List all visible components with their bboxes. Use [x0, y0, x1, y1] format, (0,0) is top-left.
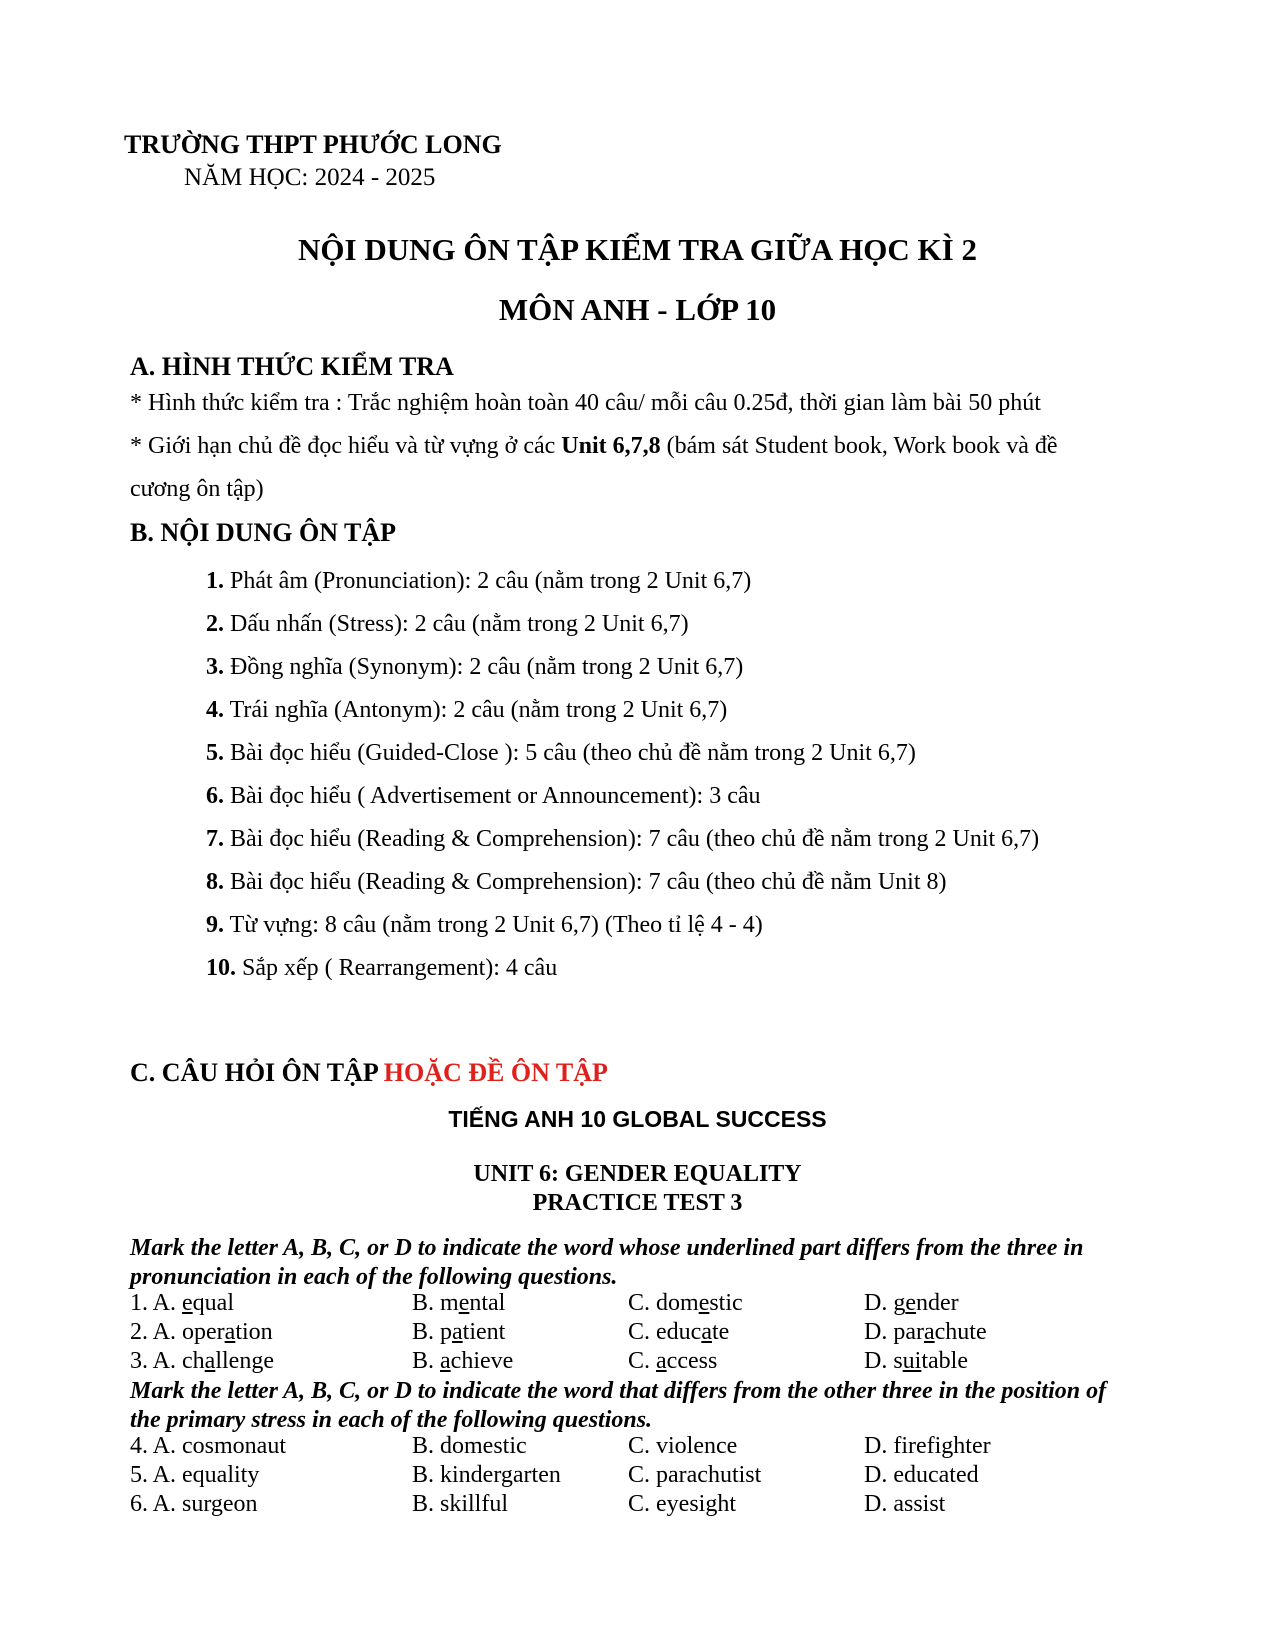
list-item [206, 910, 1039, 953]
list-item-number: 3. [206, 654, 224, 680]
option-text: D. s [864, 1348, 903, 1374]
option-a: 6. A. surgeon [130, 1491, 258, 1517]
option-c [628, 1348, 717, 1375]
option-text: C. educ [628, 1319, 702, 1345]
option-text: 2. A. oper [130, 1319, 225, 1345]
section-c-heading-highlight: HOẶC ĐỀ ÔN TẬP [383, 1058, 608, 1087]
list-item [206, 609, 1039, 652]
stress-instruction: Mark the letter A, B, C, or D to indicate the word that differs from the other three in the position of the primary stress in each of the following questions. [130, 1378, 1107, 1433]
option-a [130, 1290, 234, 1317]
topic-limit-units: Unit 6,7,8 [561, 433, 661, 459]
list-item-number: 8. [206, 869, 224, 895]
option-d [864, 1290, 959, 1317]
option-b: B. kindergarten [412, 1462, 561, 1488]
topic-limit-text-start: * Giới hạn chủ đề đọc hiểu và từ vựng ở các [130, 433, 562, 459]
option-c [628, 1319, 729, 1346]
topic-limit-text-end: (bám sát Student book, Work book và đề [660, 433, 1058, 459]
list-item [206, 695, 1039, 738]
list-item [206, 652, 1039, 695]
list-item-text: Đồng nghĩa (Synonym): 2 câu (nằm trong 2 Unit 6,7) [224, 654, 744, 680]
list-item-number: 6. [206, 783, 224, 809]
section-c-heading-main: C. CÂU HỎI ÔN TẬP [130, 1058, 384, 1087]
pronunciation-instruction: Mark the letter A, B, C, or D to indicate the word whose underlined part differs from the three in pronunciation in each of the following questions. [130, 1235, 1084, 1290]
option-text: tient [462, 1319, 506, 1345]
list-item-text: Phát âm (Pronunciation): 2 câu (nằm trong 2 Unit 6,7) [224, 568, 752, 594]
list-item-number: 2. [206, 611, 224, 637]
option-text: stic [709, 1290, 743, 1316]
question-row [130, 1348, 1140, 1377]
option-b [412, 1348, 513, 1375]
option-text: B. m [412, 1290, 459, 1316]
list-item-number: 9. [206, 912, 224, 938]
option-text: C. [628, 1348, 657, 1374]
option-b [412, 1290, 505, 1317]
course-subheading: TIẾNG ANH 10 GLOBAL SUCCESS [448, 1106, 827, 1132]
option-a: 5. A. equality [130, 1462, 260, 1488]
section-c-heading [130, 1058, 608, 1088]
underlined-part: e [905, 1290, 916, 1316]
section-b-heading: B. NỘI DUNG ÔN TẬP [130, 518, 397, 547]
option-text: tion [235, 1319, 273, 1345]
option-d [864, 1319, 987, 1346]
list-item [206, 738, 1039, 781]
exam-format-text: * Hình thức kiểm tra : Trắc nghiệm hoàn toàn 40 câu/ mỗi câu 0.25đ, thời gian làm bài 50 phút [130, 390, 1041, 416]
list-item [206, 867, 1039, 910]
list-item-text: Sắp xếp ( Rearrangement): 4 câu [236, 955, 558, 981]
option-text: D. par [864, 1319, 924, 1345]
question-row [130, 1491, 1140, 1520]
option-text: B. [412, 1348, 441, 1374]
list-item-text: Bài đọc hiểu (Reading & Comprehension): 7 câu (theo chủ đề nằm Unit 8) [224, 869, 947, 895]
list-item-text: Bài đọc hiểu (Guided-Close ): 5 câu (theo chủ đề nằm trong 2 Unit 6,7) [224, 740, 916, 766]
question-row [130, 1319, 1140, 1348]
list-item-number: 5. [206, 740, 224, 766]
topic-limit-text [130, 433, 1058, 460]
option-d: D. assist [864, 1491, 946, 1517]
option-b: B. domestic [412, 1433, 527, 1459]
list-item [206, 824, 1039, 867]
list-item-text: Bài đọc hiểu (Reading & Comprehension): 7 câu (theo chủ đề nằm trong 2 Unit 6,7) [224, 826, 1040, 852]
option-a: 4. A. cosmonaut [130, 1433, 286, 1459]
option-text: B. p [412, 1319, 453, 1345]
list-item-text: Trái nghĩa (Antonym): 2 câu (nằm trong 2 Unit 6,7) [224, 697, 728, 723]
underlined-part: a [224, 1319, 236, 1345]
option-a [130, 1319, 273, 1346]
test-title: PRACTICE TEST 3 [532, 1190, 743, 1216]
section-a-heading: A. HÌNH THỨC KIỂM TRA [130, 352, 454, 381]
underlined-part: ui [902, 1348, 922, 1374]
option-text: chute [934, 1319, 987, 1345]
option-b [412, 1319, 505, 1346]
option-c [628, 1290, 743, 1317]
list-item [206, 781, 1039, 824]
underlined-part: a [204, 1348, 216, 1374]
option-a [130, 1348, 274, 1375]
list-item-text: Từ vựng: 8 câu (nằm trong 2 Unit 6,7) (Theo tỉ lệ 4 - 4) [224, 912, 763, 938]
option-b: B. skillful [412, 1491, 509, 1517]
document-subtitle: MÔN ANH - LỚP 10 [498, 292, 777, 327]
list-item-text: Dấu nhấn (Stress): 2 câu (nằm trong 2 Unit 6,7) [224, 611, 689, 637]
unit-title: UNIT 6: GENDER EQUALITY [473, 1161, 802, 1187]
option-d: D. educated [864, 1462, 979, 1488]
list-item [206, 953, 1039, 996]
option-text: D. g [864, 1290, 906, 1316]
question-row [130, 1462, 1140, 1491]
option-d: D. firefighter [864, 1433, 991, 1459]
underlined-part: e [458, 1290, 470, 1316]
underlined-part: e [182, 1290, 193, 1316]
question-row [130, 1433, 1140, 1462]
underlined-part: a [656, 1348, 667, 1374]
option-text: ccess [666, 1348, 718, 1374]
underlined-part: e [698, 1290, 710, 1316]
list-item [206, 566, 1039, 609]
list-item-text: Bài đọc hiểu ( Advertisement or Announcement): 3 câu [224, 783, 761, 809]
option-text: llenge [215, 1348, 274, 1374]
option-text: nder [916, 1290, 959, 1316]
underlined-part: a [452, 1319, 463, 1345]
option-c: C. parachutist [628, 1462, 762, 1488]
option-text: C. dom [628, 1290, 699, 1316]
underlined-part: a [701, 1319, 712, 1345]
document-title: NỘI DUNG ÔN TẬP KIỂM TRA GIỮA HỌC KÌ 2 [298, 232, 977, 267]
school-year: NĂM HỌC: 2024 - 2025 [184, 164, 436, 191]
option-c: C. eyesight [628, 1491, 736, 1517]
topic-limit-text-continued: cương ôn tập) [130, 476, 264, 502]
option-text: ntal [469, 1290, 506, 1316]
underlined-part: a [923, 1319, 935, 1345]
underlined-part: a [440, 1348, 451, 1374]
option-text: 3. A. ch [130, 1348, 205, 1374]
option-d [864, 1348, 968, 1375]
option-text: qual [192, 1290, 234, 1316]
list-item-number: 7. [206, 826, 224, 852]
option-text: table [921, 1348, 968, 1374]
list-item-number: 1. [206, 568, 224, 594]
school-name: TRƯỜNG THPT PHƯỚC LONG [124, 130, 502, 159]
option-text: 1. A. [130, 1290, 183, 1316]
list-item-number: 10. [206, 955, 236, 981]
option-text: te [711, 1319, 730, 1345]
option-c: C. violence [628, 1433, 738, 1459]
review-content-list [206, 566, 1039, 996]
list-item-number: 4. [206, 697, 224, 723]
option-text: chieve [450, 1348, 514, 1374]
question-row [130, 1290, 1140, 1319]
